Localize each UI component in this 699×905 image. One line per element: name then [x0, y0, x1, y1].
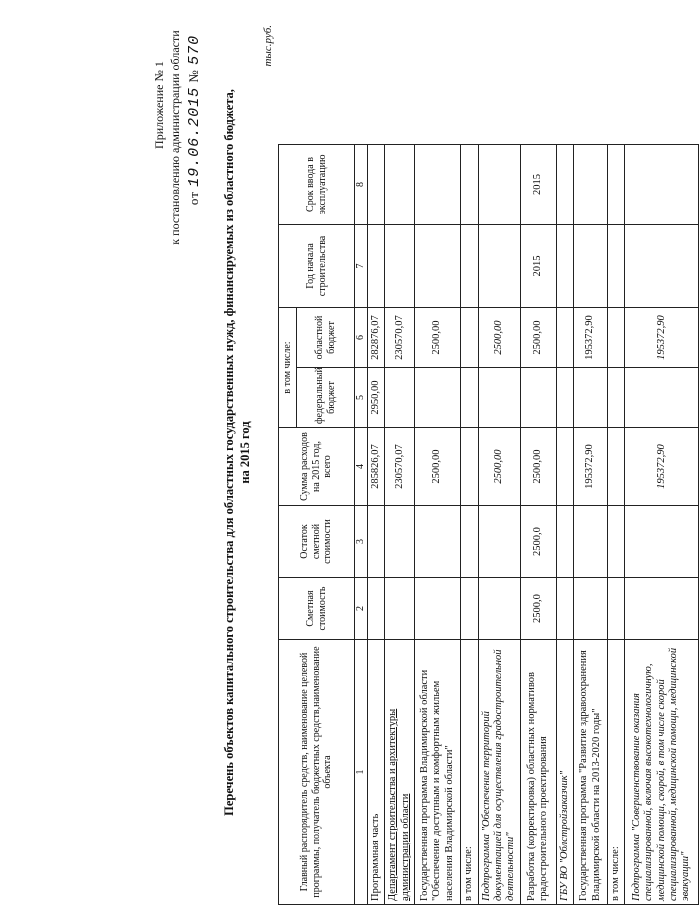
table-row	[556, 145, 573, 905]
row-commissioning	[478, 145, 520, 225]
row-name: Разработка (корректировка) областных нормативов градостроительного проектирования	[520, 640, 556, 905]
table-row	[520, 145, 556, 905]
row-name: в том числе:	[461, 640, 478, 905]
date-line	[186, 25, 203, 215]
header-regional: областной бюджет	[297, 308, 355, 368]
resolution-number: 570	[186, 34, 203, 65]
column-number: 5	[355, 368, 368, 428]
header-commissioning: Срок ввода в эксплуатацию	[279, 145, 355, 225]
row-regional	[556, 308, 573, 368]
row-commissioning	[608, 145, 625, 225]
row-regional: 195372,90	[625, 308, 699, 368]
row-name: Подпрограмма "Совершенствование оказания специализированной, включая высокотехнологичную, медицинской помощи, скорой, в том числе скорой специализированной, медицинской помощи, медицинской эвакуации"	[625, 640, 699, 905]
header-remainder: Остаток сметной стоимости	[279, 506, 355, 578]
row-start-year	[415, 225, 461, 308]
table-row	[608, 145, 625, 905]
table-row	[478, 145, 520, 905]
row-total: 2500,00	[415, 428, 461, 506]
row-federal	[520, 368, 556, 428]
row-remainder	[461, 506, 478, 578]
row-commissioning	[461, 145, 478, 225]
column-number: 8	[355, 145, 368, 225]
row-name: Программная часть	[368, 640, 385, 905]
row-estimate	[478, 578, 520, 640]
row-remainder	[415, 506, 461, 578]
row-remainder	[625, 506, 699, 578]
row-federal	[415, 368, 461, 428]
row-regional	[608, 308, 625, 368]
row-start-year	[574, 225, 608, 308]
table-row	[625, 145, 699, 905]
row-federal	[556, 368, 573, 428]
appendix-label: Приложение № 1	[152, 61, 166, 149]
row-start-year	[385, 225, 415, 308]
row-total: 230570,07	[385, 428, 415, 506]
row-commissioning	[385, 145, 415, 225]
row-total	[461, 428, 478, 506]
row-regional: 282876,07	[368, 308, 385, 368]
row-estimate	[385, 578, 415, 640]
row-start-year	[478, 225, 520, 308]
row-estimate: 2500,0	[520, 578, 556, 640]
row-start-year	[368, 225, 385, 308]
resolution-label: к постановлению администрации области	[168, 30, 182, 245]
row-commissioning: 2015	[520, 145, 556, 225]
row-regional: 2500,00	[520, 308, 556, 368]
row-commissioning	[574, 145, 608, 225]
row-federal	[625, 368, 699, 428]
row-name: Департамент строительства и архитектуры администрации области	[385, 640, 415, 905]
capital-construction-table	[278, 144, 699, 905]
row-remainder	[574, 506, 608, 578]
table-row	[574, 145, 608, 905]
column-number: 2	[355, 578, 368, 640]
row-start-year: 2015	[520, 225, 556, 308]
row-total	[608, 428, 625, 506]
row-remainder	[368, 506, 385, 578]
row-start-year	[625, 225, 699, 308]
row-name: в том числе:	[608, 640, 625, 905]
header-federal: федеральный бюджет	[297, 368, 355, 428]
row-total: 195372,90	[625, 428, 699, 506]
row-name: Подпрограмма "Обеспечение территорий документацией для осуществления градостроительной деятельности"	[478, 640, 520, 905]
row-total: 195372,90	[574, 428, 608, 506]
row-estimate	[368, 578, 385, 640]
row-start-year	[556, 225, 573, 308]
column-number: 3	[355, 506, 368, 578]
row-federal	[608, 368, 625, 428]
date-prefix: от	[186, 191, 201, 206]
table-row	[415, 145, 461, 905]
table-row	[461, 145, 478, 905]
number-sign: №	[186, 69, 201, 83]
column-number: 4	[355, 428, 368, 506]
document-title-year: на 2015 год	[238, 421, 252, 484]
header-name: Главный распорядитель средств, наименование целевой программы, получатель бюджетных средств,наименование объекта	[279, 640, 355, 905]
header-estimate: Сметная стоимость	[279, 578, 355, 640]
row-regional: 195372,90	[574, 308, 608, 368]
row-federal	[461, 368, 478, 428]
row-estimate	[625, 578, 699, 640]
row-remainder	[478, 506, 520, 578]
resolution-date: 19.06.2015	[186, 86, 203, 187]
row-start-year	[608, 225, 625, 308]
row-federal: 2950,00	[368, 368, 385, 428]
row-commissioning	[368, 145, 385, 225]
header-start-year: Год начала строительства	[279, 225, 355, 308]
row-estimate	[556, 578, 573, 640]
row-remainder	[608, 506, 625, 578]
row-estimate	[574, 578, 608, 640]
header-total: Сумма расходов на 2015 год, всего	[279, 428, 355, 506]
row-remainder: 2500,0	[520, 506, 556, 578]
row-estimate	[461, 578, 478, 640]
row-estimate	[415, 578, 461, 640]
row-total: 2500,00	[520, 428, 556, 506]
row-commissioning	[625, 145, 699, 225]
row-total: 285826,07	[368, 428, 385, 506]
column-number: 1	[355, 640, 368, 905]
row-remainder	[556, 506, 573, 578]
table-row	[385, 145, 415, 905]
row-federal	[478, 368, 520, 428]
row-regional: 2500,00	[415, 308, 461, 368]
row-name: ГБУ ВО "Облстройзаказчик"	[556, 640, 573, 905]
document-title: Перечень объектов капитального строительства для областных государственных нужд, финансируемых из областного бюджета,	[222, 89, 236, 816]
row-regional: 230570,07	[385, 308, 415, 368]
row-estimate	[608, 578, 625, 640]
column-number: 6	[355, 308, 368, 368]
row-total: 2500,00	[478, 428, 520, 506]
row-total	[556, 428, 573, 506]
table-row	[368, 145, 385, 905]
row-remainder	[385, 506, 415, 578]
row-federal	[385, 368, 415, 428]
column-number: 7	[355, 225, 368, 308]
row-regional	[461, 308, 478, 368]
row-name: Государственная программа "Развитие здравоохранения Владимирской области на 2013-2020 годы"	[574, 640, 608, 905]
header-including: в том числе:	[279, 308, 297, 428]
row-commissioning	[556, 145, 573, 225]
unit-label: тыс.руб.	[262, 25, 274, 67]
row-commissioning	[415, 145, 461, 225]
row-start-year	[461, 225, 478, 308]
row-name: Государственная программа Владимирской области "Обеспечение доступным и комфортным жильем населения Владимирской области"	[415, 640, 461, 905]
row-regional: 2500,00	[478, 308, 520, 368]
row-federal	[574, 368, 608, 428]
